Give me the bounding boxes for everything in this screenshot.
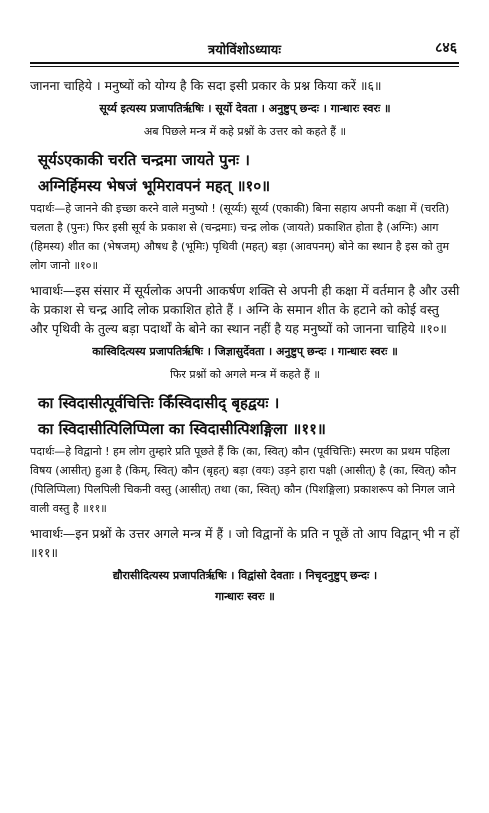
chapter-title: त्रयोविंशोऽध्यायः [208, 43, 281, 58]
page-header [0, 40, 489, 68]
mantra-10-intro: अब पिछले मन्त्र में कहे प्रश्नों के उत्तर को कहते हैं ॥ [143, 125, 347, 138]
bhavarth-10: भावार्थः—इस संसार में सूर्यलोक अपनी आकर्षण शक्ति से अपनी ही कक्षा में वर्तमान है और उसी के प्रकाश से चन्द्र आदि लोक प्रकाशित होते हैं । अग्नि के समान शीत के हटाने को कोई वस्तु और पृथिवी के तुल्य बड़ा पदार्थों के बोने का स्थान नहीं है यह मनुष्यों को जानना चाहिये ॥१०॥ [30, 283, 460, 336]
verse-11-line1: का स्विदासीत्पूर्वचित्तिः किँस्विदासीद् बृहद्वयः । [38, 394, 280, 412]
verse-10-line2: अग्निर्हिमस्य भेषजं भूमिरावपनं महत् ॥१०॥ [38, 177, 271, 195]
padarth-11: पदार्थः—हे विद्वानो ! हम लोग तुम्हारे प्रति पूछते हैं कि (का, स्वित्) कौन (पूर्वचित्तिः) स्मरण का प्रथम पहिला विषय (आसीत्) हुआ है (किम्, स्वित्) कौन (बृहत्) बड़ा (वयः) उड़ने हारा पक्षी (आसीत्) है (का, स्वित्) कौन (पिलिप्पिला) पिलपिली चिकनी वस्तु (आसीत्) तथा (का, स्वित्) कौन (पिशङ्गिला) प्रकाशरूप को निगल जाने वाली वस्तु है ॥११॥ [30, 445, 457, 515]
header-rule [30, 62, 459, 64]
bhavarth-11: भावार्थः—इन प्रश्नों के उत्तर अगले मन्त्र में हैं । जो विद्वानों के प्रति न पूछें तो आप विद्वान् भी न हों ॥११॥ [30, 526, 460, 560]
page-content [30, 76, 460, 610]
mantra-12-metadata-line2: गान्धारः स्वरः ॥ [215, 590, 275, 603]
verse-10-line1: सूर्यऽएकाकी चरति चन्द्रमा जायते पुनः । [38, 151, 250, 169]
header-rule-thin [30, 66, 459, 67]
page-number: ८४६ [435, 40, 457, 56]
mantra-11-intro: फिर प्रश्नों को अगले मन्त्र में कहते हैं ॥ [170, 368, 320, 381]
padarth-10: पदार्थः—हे जानने की इच्छा करने वाले मनुष्यो ! (सूर्य्यः) सूर्य्य (एकाकी) बिना सहाय अपनी कक्षा में (चरति) चलता है (पुनः) फिर इसी सूर्य के प्रकाश से (चन्द्रमाः) चन्द्र लोक (जायते) प्रकाशित होता है (अग्निः) आग (हिमस्य) शीत का (भेषजम्) औषध है (भूमिः) पृथिवी (महत्) बड़ा (आवपनम्) बोने का स्थान है इस को तुम लोग जानो ॥१०॥ [30, 202, 450, 272]
intro-text: जानना चाहिये । मनुष्यों को योग्य है कि सदा इसी प्रकार के प्रश्न किया करें ॥६॥ [30, 78, 382, 93]
mantra-11-metadata: कास्विदित्यस्य प्रजापतिर्ऋषिः । जिज्ञासुर्देवता । अनुष्टुप् छन्दः । गान्धारः स्वरः ॥ [92, 345, 398, 358]
verse-11-line2: का स्विदासीत्पिलिप्पिला का स्विदासीत्पिशङ्गिला ॥११॥ [38, 420, 326, 438]
mantra-12-metadata-line1: द्यौरासीदित्यस्य प्रजापतिर्ऋषिः । विद्वांसो देवताः । निचृदनुष्टुप् छन्दः । [112, 569, 378, 582]
mantra-10-metadata: सूर्य्य इत्यस्य प्रजापतिर्ऋषिः । सूर्यो देवता । अनुष्टुप् छन्दः । गान्धारः स्वरः ॥ [99, 102, 391, 115]
